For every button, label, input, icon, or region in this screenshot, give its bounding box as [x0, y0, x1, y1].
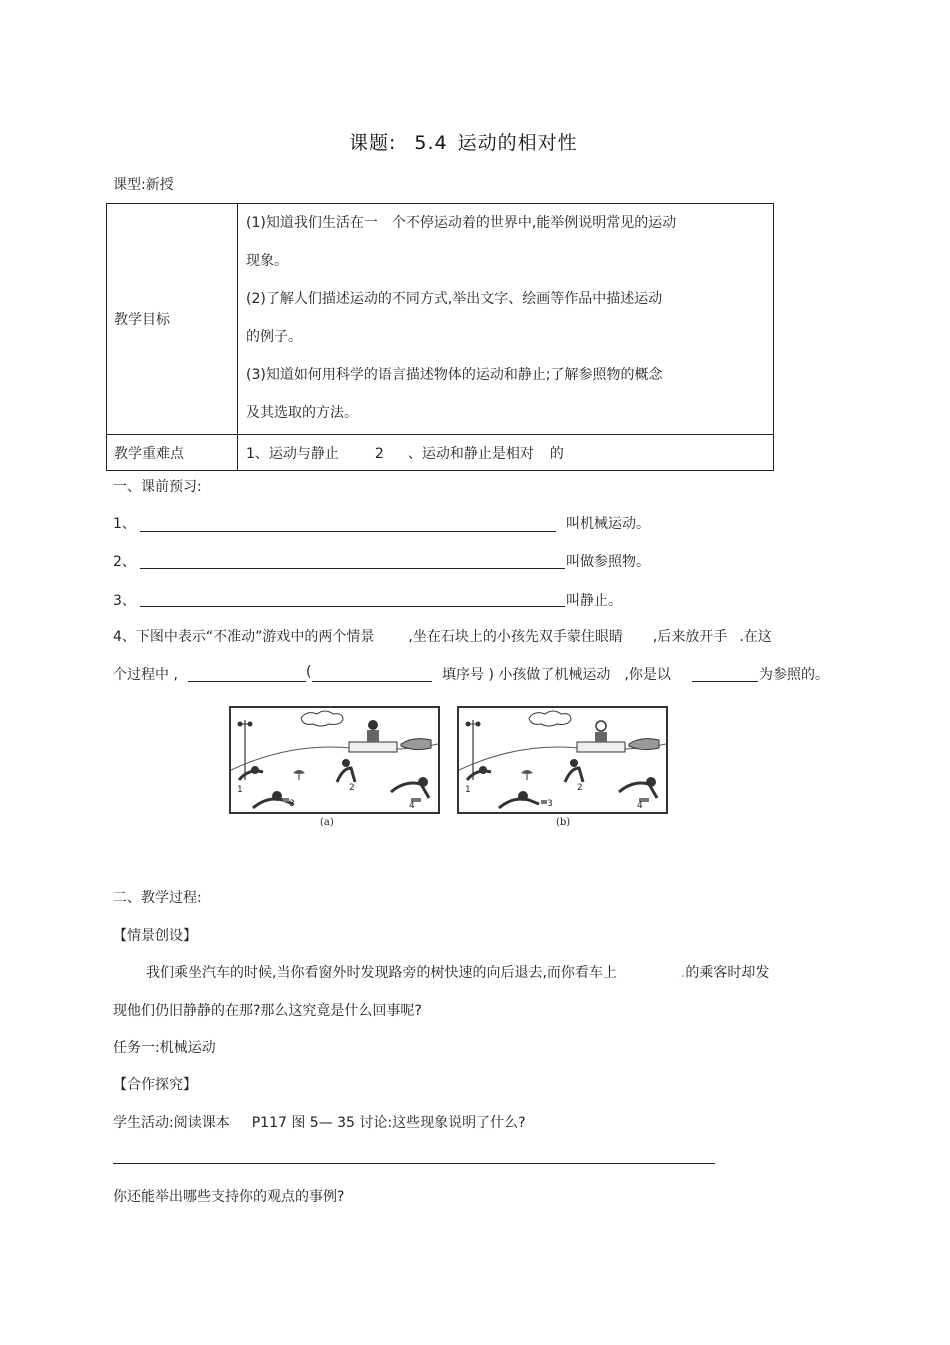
title-name: 运动的相对性: [457, 132, 578, 154]
scene-heading: 【情景创设】: [113, 928, 197, 944]
objectives-row: [107, 204, 774, 435]
q1-number: 1、: [113, 516, 136, 532]
scene-text-line2: 现他们仍旧静静的在那?那么这究竟是什么回事呢?: [113, 1003, 422, 1019]
figure-b: [457, 706, 668, 814]
figure-b-caption: (b): [556, 817, 571, 828]
section1-heading: 一、课前预习:: [113, 479, 202, 495]
figure-b-number-1: 1: [465, 785, 471, 795]
q3-blank[interactable]: [140, 606, 565, 607]
figure-a-number-3: 3: [289, 799, 295, 809]
objective-line: 现象。: [246, 253, 288, 269]
keypoints-cell: 1、运动与静止 2 、运动和静止是相对 的: [238, 435, 774, 471]
keypoints-row: [107, 435, 774, 471]
figure-b-number-4: 4: [637, 801, 643, 811]
figure-b-number-2: 2: [577, 783, 583, 793]
lesson-type: 课型:新授: [113, 177, 174, 193]
q4-line2-end: 为参照的。: [759, 667, 829, 683]
title-prefix: 课题:: [349, 132, 397, 154]
objective-line: 的例子。: [246, 329, 302, 345]
q1-tail: 叫机械运动。: [566, 516, 650, 532]
q3-number: 3、: [113, 593, 136, 609]
objective-line: (1)知道我们生活在一 个不停运动着的世界中,能举例说明常见的运动: [246, 215, 677, 231]
q3-tail: 叫静止。: [566, 593, 622, 609]
section2-heading: 二、教学过程:: [113, 890, 202, 906]
page-title: [349, 128, 578, 155]
keypoints-label: 教学重难点: [107, 435, 238, 471]
figure-a-number-2: 2: [349, 783, 355, 793]
q4-blank-3[interactable]: [692, 681, 758, 682]
q4-blank-2[interactable]: [312, 681, 432, 682]
figure-a: [229, 706, 440, 814]
q2-number: 2、: [113, 554, 136, 570]
objective-line: 及其选取的方法。: [246, 405, 358, 421]
q4-line1: 4、下图中表示“不准动”游戏中的两个情景 ,坐在石块上的小孩先双手蒙住眼睛 ,后来放开手 .在这: [113, 629, 772, 645]
q1-blank[interactable]: [140, 531, 556, 532]
discussion-answer-line[interactable]: [113, 1163, 715, 1164]
q4-line2-start: 个过程中 ,: [113, 667, 178, 683]
q4-blank-1[interactable]: [188, 681, 306, 682]
objective-line: (2)了解人们描述运动的不同方式,举出文字、绘画等作品中描述运动: [246, 291, 663, 307]
figure-b-number-3: 3: [547, 799, 553, 809]
title-number: 5.4: [414, 132, 448, 154]
scene-b-illustration: [459, 708, 666, 812]
figure-a-caption: (a): [320, 817, 334, 828]
examples-question: 你还能举出哪些支持你的观点的事例?: [113, 1189, 345, 1205]
objectives-label: 教学目标: [107, 204, 238, 435]
figure-a-number-1: 1: [237, 785, 243, 795]
q2-tail: 叫做参照物。: [566, 554, 650, 570]
coop-heading: 【合作探究】: [113, 1077, 197, 1093]
objective-line: (3)知道如何用科学的语言描述物体的运动和静止;了解参照物的概念: [246, 367, 663, 383]
figure-a-number-4: 4: [409, 801, 415, 811]
student-activity: 学生活动:阅读课本 P117 图 5— 35 讨论:这些现象说明了什么?: [113, 1115, 526, 1131]
task1-heading: 任务一:机械运动: [113, 1040, 216, 1056]
scene-a-illustration: [231, 708, 438, 812]
q2-blank[interactable]: [140, 568, 565, 569]
q4-line2-mid: 填序号 ) 小孩做了机械运动 ,你是以: [442, 667, 671, 683]
objectives-cell: [238, 204, 774, 435]
q4-paren: (: [306, 664, 312, 680]
lesson-plan-table: [106, 203, 774, 471]
scene-text-line1: 我们乘坐汽车的时候,当你看窗外时发现路旁的树快速的向后退去,而你看车上 .的乘客时却发: [146, 965, 770, 981]
